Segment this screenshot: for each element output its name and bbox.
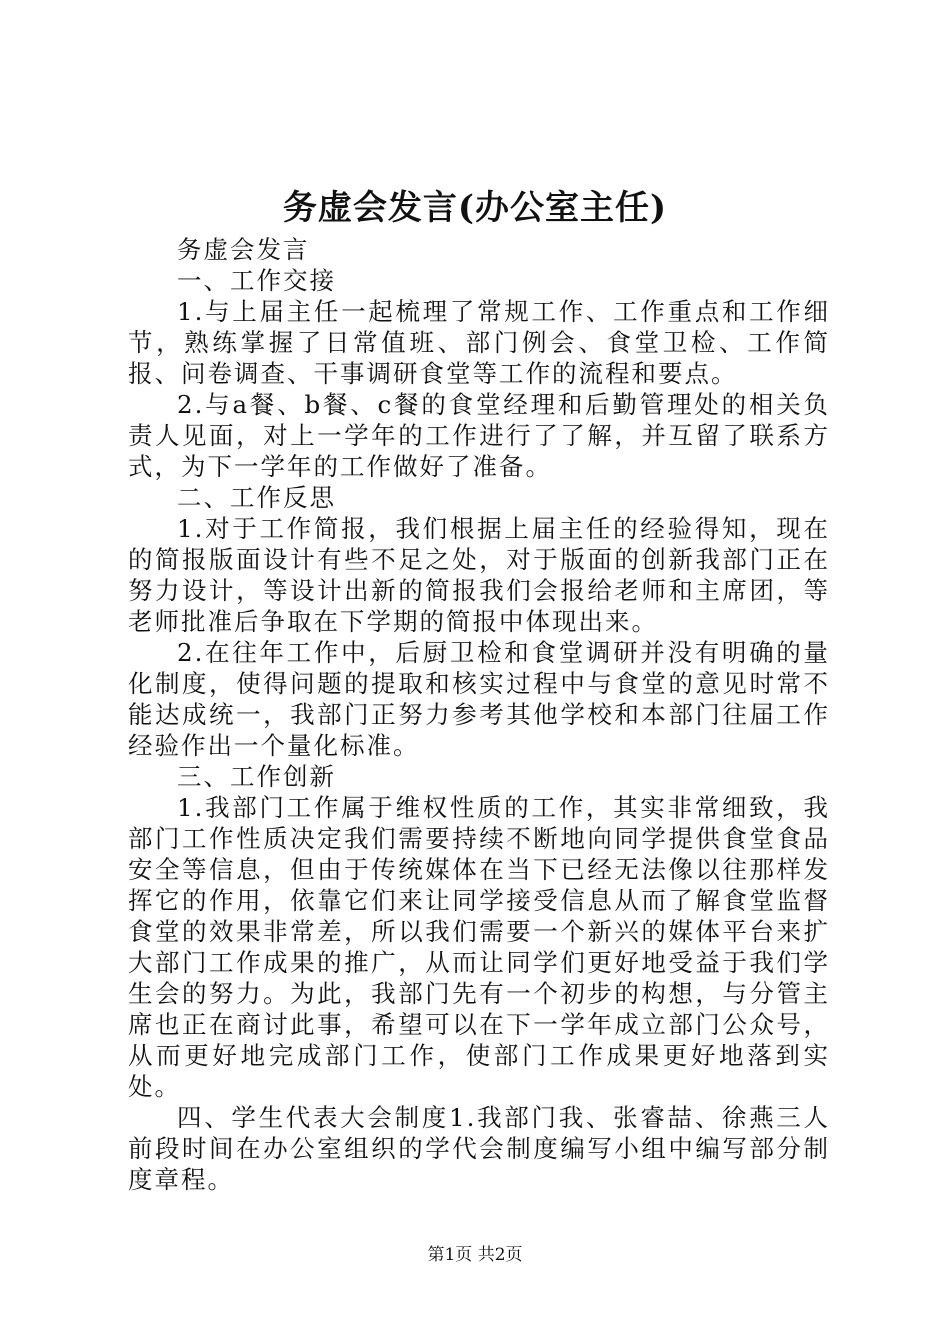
section-heading-handover: 一、工作交接 [177,266,336,295]
document-body [128,234,830,1195]
document-title: 务虚会发言(办公室主任) [282,188,668,228]
section-heading-reflection: 二、工作反思 [177,483,336,512]
paragraph: 1.与上届主任一起梳理了常规工作、工作重点和工作细节，熟练掌握了日常值班、部门例会、食堂卫检、工作简报、问卷调查、干事调研食堂等工作的流程和要点。 [128,297,830,388]
paragraph: 四、学生代表大会制度1.我部门我、张睿喆、徐燕三人前段时间在办公室组织的学代会制度编写小组中编写部分制度章程。 [128,1103,830,1194]
paragraph-heading-intro: 务虚会发言 [177,235,310,264]
paragraph: 2.在往年工作中，后厨卫检和食堂调研并没有明确的量化制度，使得问题的提取和核实过程中与食堂的意见时常不能达成统一，我部门正努力参考其他学校和本部门往届工作经验作出一个量化标准。 [128,638,830,760]
page-number-footer: 第1页 共2页 [427,1245,523,1265]
section-heading-innovation: 三、工作创新 [177,762,336,791]
paragraph: 2.与a餐、b餐、c餐的食堂经理和后勤管理处的相关负责人见面，对上一学年的工作进行了了解，并互留了联系方式，为下一学年的工作做好了准备。 [128,390,830,481]
paragraph: 1.对于工作简报，我们根据上届主任的经验得知，现在的简报版面设计有些不足之处，对于版面的创新我部门正在努力设计，等设计出新的简报我们会报给老师和主席团，等老师批准后争取在下学期的简报中体现出来。 [128,514,830,636]
paragraph: 1.我部门工作属于维权性质的工作，其实非常细致，我部门工作性质决定我们需要持续不断地向同学提供食堂食品安全等信息，但由于传统媒体在当下已经无法像以往那样发挥它的作用，依靠它们来让同学接受信息从而了解食堂监督食堂的效果非常差，所以我们需要一个新兴的媒体平台来扩大部门工作成果的推广，从而让同学们更好地受益于我们学生会的努力。为此，我部门先有一个初步的构想，与分管主席也正在商讨此事，希望可以在下一学年成立部门公众号，从而更好地完成部门工作，使部门工作成果更好地落到实处。 [128,793,830,1101]
